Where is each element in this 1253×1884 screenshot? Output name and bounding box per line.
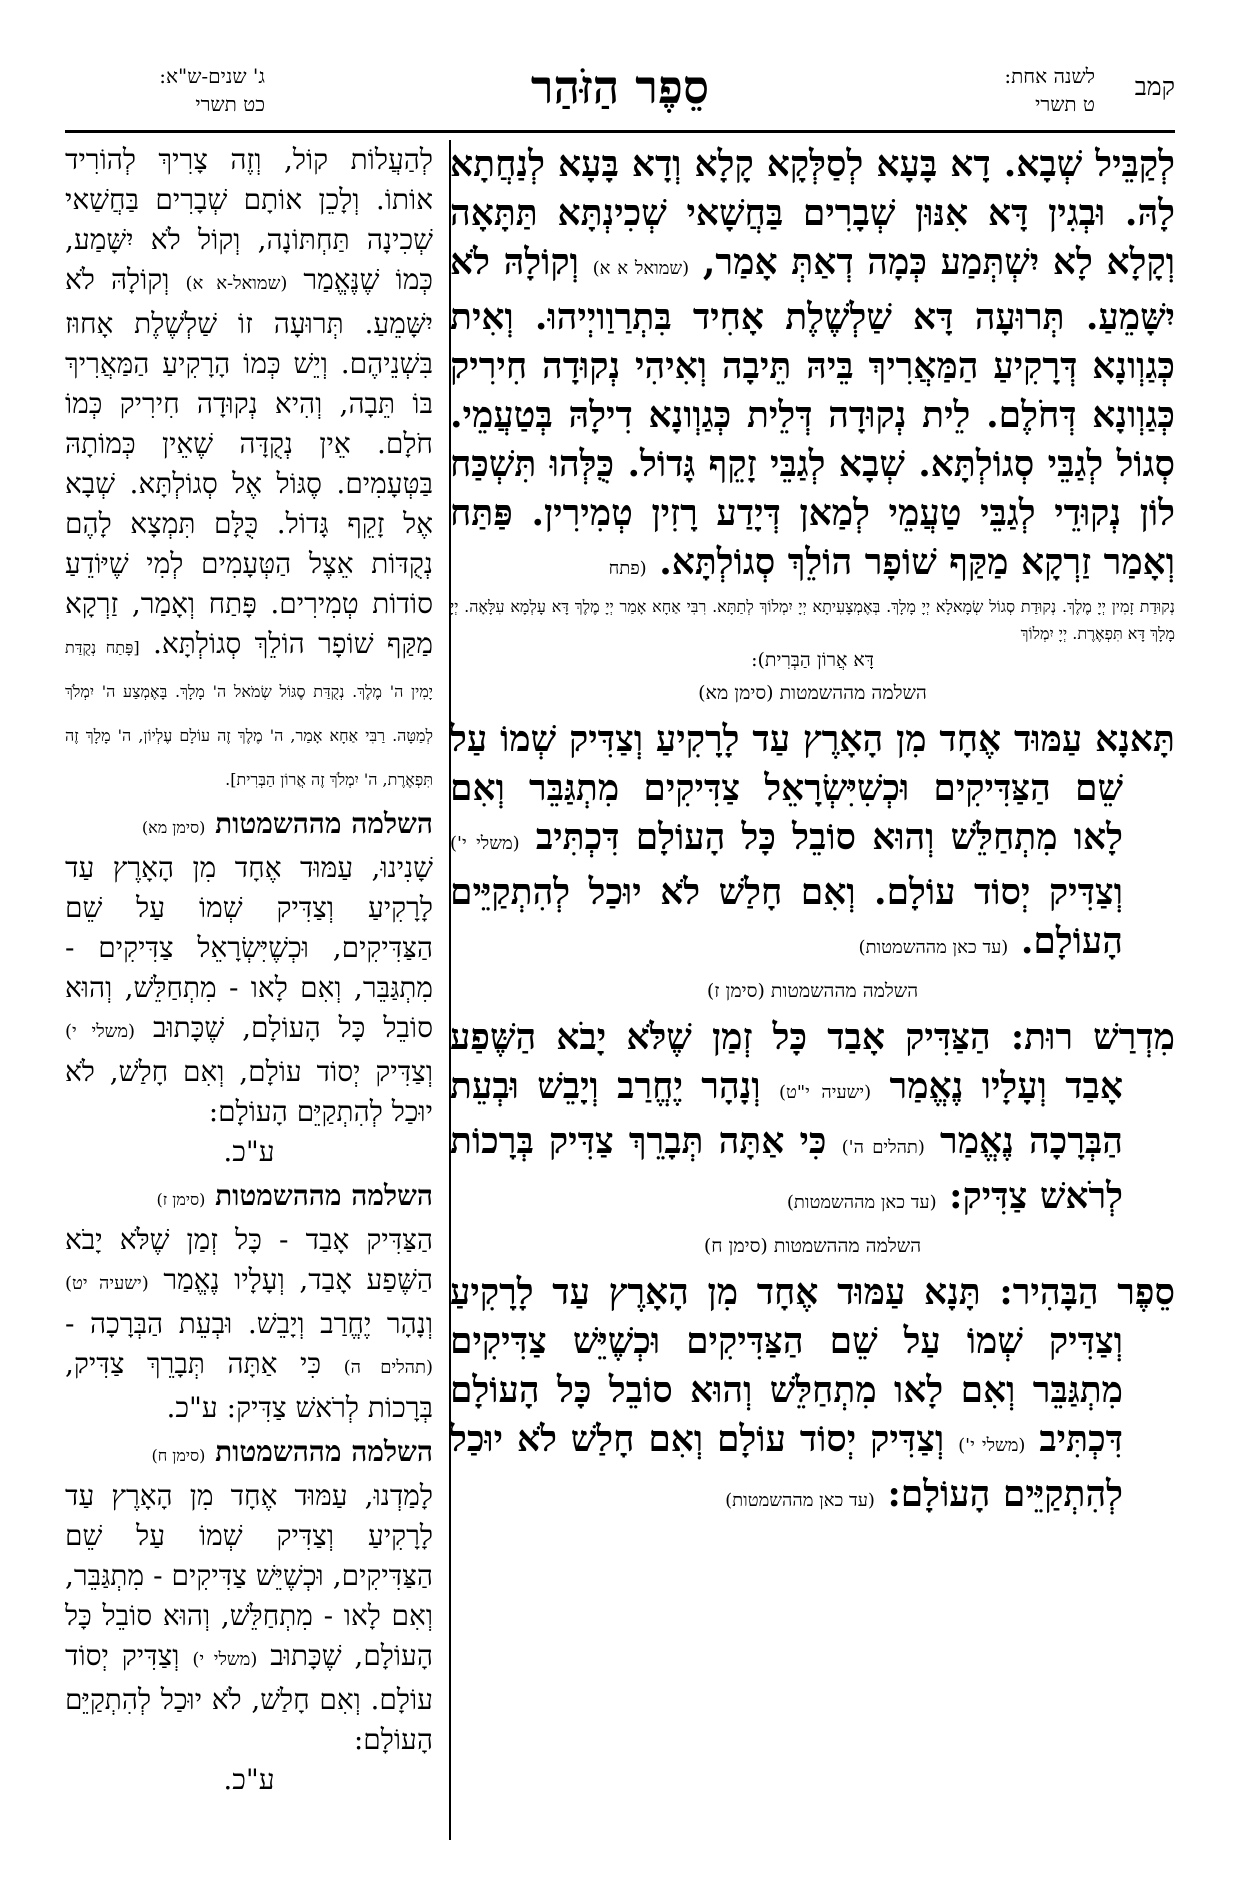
translation-heading-7: השלמה מההשמטות (סימן ז) xyxy=(156,1179,433,1212)
translation-paragraph-3: הַצַּדִּיק אָבַד - כָּל זְמַן שֶׁלֹּא יָבֹא הַשֶּׁפַע אָבַד, וְעָלָיו נֶאֱמַר (ישעיה יט) וְנָהָר יֶחֱרַב וְיָבֵשׁ. וּבְעֵת הַבְּרָכָה - (תהלים ה) כִּי אַתָּה תְּבָרֵךְ צַדִּיק, בְּרָכוֹת לְרֹאשׁ צַדִּיק: ע"כ. xyxy=(65,1223,433,1424)
date-three-years: כט תשרי xyxy=(195,92,265,116)
main-footnote-1-end: דָּא אֲרוֹן הַבְּרִית): xyxy=(751,649,874,671)
main-footnote-1: נְקוּדַת זָמִין יְיָ מֶלֶךְ. נְקוּדַת סְגוֹל שְׂמָאלָא יְיָ מָלָךְ. בְּאֶמְצָעִיתָא יְיָ יִמְלוֹךְ לְתַתָּא. רִבִּי אַחָא אָמַר יְיָ מֶלֶךְ דָּא עָלְמָא עִלָּאָה. יְיָ מָלָךְ דָּא תִּפְאֶרֶת. יְיָ יִמְלוֹךְ xyxy=(450,597,1175,643)
section-heading-41: השלמה מההשמטות (סימן מא) xyxy=(698,682,927,704)
page xyxy=(65,58,1175,1858)
schedule-one-year: לשנה אחת: xyxy=(1004,64,1095,88)
translation-end-2: ע"כ. xyxy=(223,1135,275,1168)
header-left-info xyxy=(65,62,265,118)
header-rule xyxy=(65,130,1175,133)
translation-heading-41: השלמה מההשמטות (סימן מא) xyxy=(141,807,433,840)
schedule-three-years: ג' שנים-ש"א: xyxy=(159,64,265,88)
translation-end-4: ע"כ. xyxy=(223,1763,275,1796)
book-title: סֵפֶר הַזֹּהַר xyxy=(530,60,710,114)
column-divider xyxy=(449,140,451,1840)
page-number: קמב xyxy=(1134,72,1175,101)
main-paragraph-3: מִדְרַשׁ רוּת: הַצַּדִּיק אָבַד כָּל זְמַן שֶׁלֹּא יָבֹא הַשֶּׁפַע אָבַד וְעָלָיו נֶאֱמַר (ישעיה י"ט) וְנָהָר יֶחֱרַב וְיָבֵשׁ וּבְעֵת הַבְּרָכָה נֶאֱמַר (תהלים ה') כִּי אַתָּה תְּבָרֵךְ צַדִּיק בְּרָכוֹת לְרֹאשׁ צַדִּיק: (עד כאן מההשמטות) xyxy=(450,1016,1175,1217)
date-one-year: ט תשרי xyxy=(1035,92,1095,116)
translation-heading-8: השלמה מההשמטות (סימן ח) xyxy=(151,1435,433,1468)
main-paragraph-2: תָּאנָא עַמּוּד אֶחָד מִן הָאָרֶץ עַד לָרָקִיעַ וְצַדִּיק שְׁמוֹ עַל שֵׁם הַצַּדִּיקִים וּכְשִׁיִּשְׂרָאֵל צַדִּיקִים מִתְגַּבֵּר וְאִם לָאו מִתְחַלֵּשׁ וְהוּא סוֹבֵל כָּל הָעוֹלָם דִּכְתִּיב (משלי י') וְצַדִּיק יְסוֹד עוֹלָם. וְאִם חָלַשׁ לֹא יוּכַל לְהִתְקַיֵּים הָעוֹלָם. (עד כאן מההשמטות) xyxy=(450,718,1175,962)
translation-paragraph-1: לְהַעֲלוֹת קוֹל, וְזֶה צָרִיךְ לְהוֹרִיד אוֹתוֹ. וְלָכֵן אוֹתָם שְׁבָרִים בַּחֲשַׁאי שְׁכִינָה תַּחְתּוֹנָה, וְקוֹל לֹא יִשָּׁמַע, כְּמוֹ שֶׁנֶּאֱמַר (שמואל-א א) וְקוֹלָהּ לֹא יִשָּׁמֵעַ. תְּרוּעָה זוֹ שַׁלְשֶׁלֶת אָחוּז בִּשְׁנֵיהֶם. וְיֵשׁ כְּמוֹ הָרָקִיעַ הַמַּאֲרִיךְ בּוֹ תֵּבָה, וְהִיא נְקוּדָה חִירִיק כְּמוֹ חֹלָם. אֵין נְקֻדָּה שֶׁאֵין כְּמוֹתָהּ בַּטְּעָמִים. סֶגּוֹל אֶל סְגוֹלְתָּא. שְׁבָא אֶל זָקֵף גָּדוֹל. כֻּלָּם תִּמְצָא לָהֶם נְקֻדּוֹת אֵצֶל הַטְּעָמִים לְמִי שֶׁיּוֹדֵעַ סוֹדוֹת טְמִירִים. פָּתַח וְאָמַר, זַרְקָא מַקַּף שׁוֹפָר הוֹלֵךְ סְגוֹלְתָּא. [פָּתַח נְקֻדַּת יָמִין ה' מֶלֶךְ. נְקֻדַּת סֶגּוֹל שְׂמֹאל ה' מָלָךְ. בָּאֶמְצַע ה' יִמְלֹךְ לְמַטָּה. רַבִּי אַחָא אָמַר, ה' מֶלֶךְ זֶה עוֹלָם עֶלְיוֹן, ה' מָלָךְ זֶה תִּפְאֶרֶת, ה' יִמְלֹךְ זֶה אֲרוֹן הַבְּרִית]. xyxy=(65,143,433,789)
section-heading-8: השלמה מההשמטות (סימן ח) xyxy=(703,1235,922,1257)
main-paragraph-1: לְקַבֵּיל שְׁבָא. דָא בָּעָא לְסַלְּקָא קָלָא וְדָא בָּעָא לְנַחֲתָא לָהּ. וּבְגִין דָּא אִנּוּן שְׁבָרִים בַּחֲשָׁאי שְׁכִינְתָּא תַּתָּאָה וְקָלָא לָא יִשְׁתְּמַע כְּמָה דְאַתְּ אָמַר, (שמואל א א) וְקוֹלָהּ לֹא יִשָּׁמֵעַ. תְּרוּעָה דָּא שַׁלְשֶׁלֶת אָחִיד בִּתְרַוַויְיהוּ. וְאִית כְּגַוְונָא דְּרָקִיעַ הַמַּאֲרִיךְ בֵּיהּ תֵּיבָה וְאִיהִי נְקוּדָה חִירִיק כְּגַוְונָא דְּחֹלֶם. לֵית נְקוּדָה דְּלֵית כְּגַוְונָא דִילָהּ בְּטַעֲמֵי. סְגוֹל לְגַבֵּי סְגוֹלְתָּא. שְׁבָא לְגַבֵּי זָקֵף גָּדוֹל. כֻּלְּהוּ תִּשְׁכַּח לוֹן נְקוּדֵי לְגַבֵּי טַעֲמֵי לְמַאן דְּיָדַע רָזִין טְמִירִין. פַּתַּח וְאָמַר זַרְקָא מַקַּף שׁוֹפָר הוֹלֵךְ סְגוֹלְתָּא. (פתח xyxy=(450,143,1175,583)
page-header xyxy=(65,58,1175,128)
translation-paragraph-4: לָמַדְנוּ, עַמּוּד אֶחָד מִן הָאָרֶץ עַד לָרָקִיעַ וְצַדִּיק שְׁמוֹ עַל שֵׁם הַצַּדִּיקִים, וּכְשֶׁיֵּשׁ צַדִּיקִים - מִתְגַּבֵּר, וְאִם לָאו - מִתְחַלֵּשׁ, וְהוּא סוֹבֵל כָּל הָעוֹלָם, שֶׁכָּתוּב (משלי י) וְצַדִּיק יְסוֹד עוֹלָם. וְאִם חָלַשׁ, לֹא יוּכַל לְהִתְקַיֵּם הָעוֹלָם: xyxy=(65,1479,433,1756)
translation-paragraph-2: שָׁנִינוּ, עַמּוּד אֶחָד מִן הָאָרֶץ עַד לָרָקִיעַ וְצַדִּיק שְׁמוֹ עַל שֵׁם הַצַּדִּיקִים, וּכְשֶׁיִּשְׂרָאֵל צַדִּיקִים - מִתְגַּבֵּר, וְאִם לָאו - מִתְחַלֵּשׁ, וְהוּא סוֹבֵל כָּל הָעוֹלָם, שֶׁכָּתוּב (משלי י) וְצַדִּיק יְסוֹד עוֹלָם, וְאִם חָלַשׁ, לֹא יוּכַל לְהִתְקַיֵּם הָעוֹלָם: xyxy=(65,851,433,1128)
translation-column xyxy=(65,140,433,1855)
section-heading-7: השלמה מההשמטות (סימן ז) xyxy=(706,980,919,1002)
main-paragraph-4: סֵפֶר הַבָּהִיר: תָּנָא עַמּוּד אֶחָד מִן הָאָרֶץ עַד לָרָקִיעַ וְצַדִּיק שְׁמוֹ עַל שֵׁם הַצַּדִּיקִים וּכְשֶׁיֵּשׁ צַדִּיקִים מִתְגַּבֵּר וְאִם לָאו מִתְחַלֵּשׁ וְהוּא סוֹבֵל כָּל הָעוֹלָם דִּכְתִּיב (משלי י') וְצַדִּיק יְסוֹד עוֹלָם וְאִם חָלַשׁ לֹא יוּכַל לְהִתְקַיֵּים הָעוֹלָם: (עד כאן מההשמטות) xyxy=(450,1271,1175,1515)
main-column xyxy=(450,140,1175,1855)
